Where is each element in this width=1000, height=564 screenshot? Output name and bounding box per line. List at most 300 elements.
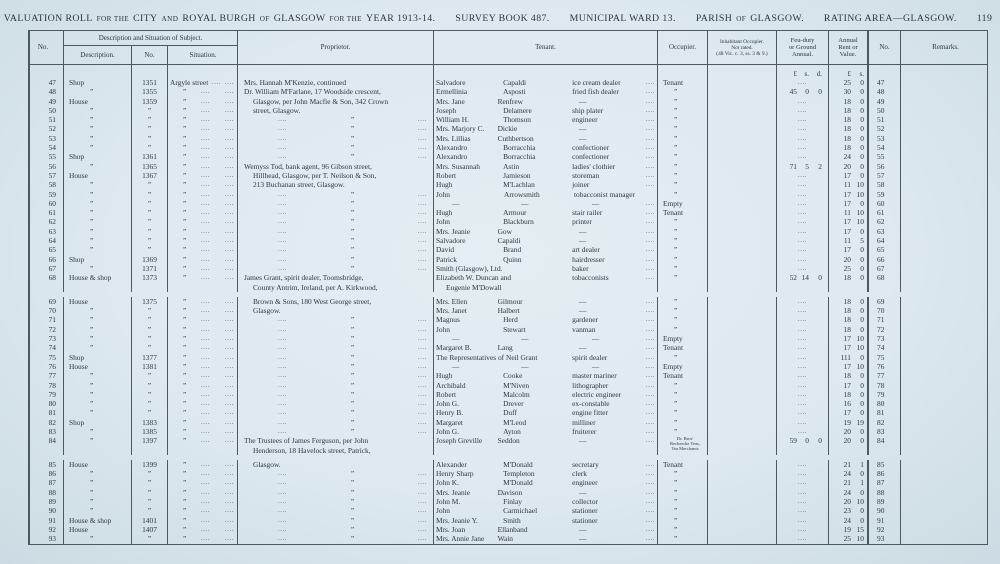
table-row — [30, 87, 987, 96]
cell-remarks — [901, 478, 990, 487]
leader-dots: .... — [200, 400, 211, 408]
table-row — [30, 478, 987, 487]
situation-text: ” — [183, 115, 187, 125]
situation-text: ” — [183, 315, 187, 325]
rent-amount — [829, 381, 867, 390]
rent-amount — [829, 124, 867, 133]
cell-row-number-left: 60 — [30, 199, 64, 208]
cell-inhabitant-occupier — [708, 334, 777, 343]
proprietor-ditto — [244, 134, 433, 143]
leader-dots: .... — [200, 134, 211, 142]
cell-description: ” — [64, 264, 132, 273]
leader-dots: .... — [278, 344, 288, 352]
rent-amount — [829, 115, 867, 124]
table-row — [30, 124, 987, 133]
cell-situation — [168, 199, 238, 208]
cell-proprietor — [238, 190, 434, 199]
tenant-surname: M'Leod — [503, 417, 527, 427]
cell-inhabitant-occupier — [708, 124, 777, 133]
leader-dots: .... — [417, 218, 427, 226]
cell-occupier — [658, 171, 708, 180]
tenant-occupation: spirit dealer — [572, 352, 608, 362]
situation-text: ” — [183, 96, 187, 106]
leader-dots: .... — [200, 390, 211, 398]
rent-amount — [829, 353, 867, 362]
table-row — [30, 381, 987, 390]
tenant-occupation: lithographer — [572, 380, 609, 390]
cell-description: ” — [64, 227, 132, 236]
leader-dots: .... — [224, 106, 234, 114]
leader-dots: .... — [417, 153, 427, 161]
cell-description: ” — [64, 436, 132, 455]
rent-pounds: 11 — [843, 236, 851, 246]
cell-remarks — [901, 408, 990, 417]
occupier-text: ” — [674, 315, 678, 325]
tenant-first-name: Alexander — [436, 459, 467, 469]
cell-street-number: ” — [132, 180, 168, 189]
tenant-surname: M'Donald — [503, 478, 533, 488]
cell-remarks — [901, 497, 990, 506]
cell-annual-rent — [829, 469, 869, 478]
cell-tenant — [434, 236, 658, 245]
cell-row-number-left: 62 — [30, 217, 64, 226]
occupier-text: Tenant — [663, 459, 684, 469]
leader-dots: .... — [645, 116, 655, 124]
cell-inhabitant-occupier — [708, 264, 777, 273]
leader-dots: .... — [224, 488, 234, 496]
cell-remarks — [901, 217, 990, 226]
proprietor-ditto — [244, 362, 433, 371]
tenant-name: Elizabeth W. Duncan and — [436, 273, 512, 283]
cell-feu-duty — [777, 236, 829, 245]
cell-situation — [168, 436, 238, 455]
situation-text: ” — [183, 133, 187, 143]
table-row — [30, 497, 987, 506]
situation-text: ” — [183, 245, 187, 255]
rent-pounds: 17 — [843, 334, 851, 344]
proprietor-ditto — [244, 399, 433, 408]
cell-description: ” — [64, 371, 132, 380]
cell-proprietor — [238, 418, 434, 427]
tenant-line — [434, 180, 657, 189]
situation-text: ” — [183, 361, 187, 371]
proprietor-ditto — [244, 381, 433, 390]
cell-street-number: 1383 — [132, 418, 168, 427]
leader-dots: .... — [224, 507, 234, 515]
rent-shillings: 0 — [860, 226, 864, 236]
cell-description: ” — [64, 245, 132, 254]
feu-units: £ s. d. — [777, 65, 829, 78]
feu-pence: 2 — [818, 161, 822, 171]
col-header-feu-duty: Feu-duty or Ground Annual. — [777, 31, 829, 64]
cell-street-number: ” — [132, 134, 168, 143]
occupier-text: Tenant — [663, 343, 684, 353]
tenant-surname: M'Donald — [503, 459, 533, 469]
cell-situation — [168, 152, 238, 161]
cell-row-number-right: 55 — [869, 152, 901, 161]
occupier-text: ” — [674, 236, 678, 246]
tenant-line — [434, 381, 657, 390]
cell-occupier — [658, 469, 708, 478]
cell-street-number: ” — [132, 334, 168, 343]
cell-row-number-left: 90 — [30, 506, 64, 515]
leader-dots: .... — [417, 390, 427, 398]
tenant-surname: Smith — [503, 515, 521, 525]
cell-remarks — [901, 227, 990, 236]
cell-tenant — [434, 208, 658, 217]
leader-dots: .... — [797, 246, 808, 254]
tenant-first-name: John — [436, 217, 450, 227]
cell-row-number-right: 61 — [869, 208, 901, 217]
leader-dots: .... — [417, 227, 427, 235]
tenant-line — [434, 190, 657, 199]
leader-dots: .... — [417, 427, 427, 435]
rent-amount — [829, 199, 867, 208]
feu-pounds: 52 — [789, 273, 797, 283]
leader-dots: .... — [417, 199, 427, 207]
leader-dots: .... — [200, 460, 211, 468]
cell-tenant — [434, 418, 658, 427]
rent-shillings: 1 — [860, 478, 864, 488]
cell-feu-duty — [777, 78, 829, 87]
occupier-text: ” — [674, 189, 678, 199]
leader-dots: .... — [645, 460, 655, 468]
tenant-occupation: collector — [572, 497, 598, 507]
cell-inhabitant-occupier — [708, 217, 777, 226]
occupier-text: ” — [674, 399, 678, 409]
cell-remarks — [901, 152, 990, 161]
proprietor-ditto — [244, 217, 433, 226]
tenant-occupation: confectioner — [572, 152, 610, 162]
leader-dots: .... — [278, 264, 288, 272]
tenant-first-name: John M. — [436, 497, 461, 507]
leader-dots: .... — [224, 372, 234, 380]
situation-text: ” — [183, 334, 187, 344]
cell-remarks — [901, 78, 990, 87]
leader-dots: .... — [417, 190, 427, 198]
tenant-surname: Dickie — [497, 124, 518, 134]
cell-remarks — [901, 208, 990, 217]
leader-dots: .... — [797, 353, 808, 361]
leader-dots: .... — [278, 255, 288, 263]
tenant-line — [434, 115, 657, 124]
cell-situation — [168, 306, 238, 315]
rent-amount — [829, 264, 867, 273]
table-row — [30, 255, 987, 264]
cell-situation — [168, 115, 238, 124]
rent-shillings: 10 — [856, 180, 864, 190]
tenant-line — [434, 408, 657, 417]
rent-pounds: 25 — [843, 78, 851, 87]
rent-shillings: 0 — [860, 96, 864, 106]
cell-annual-rent — [829, 115, 869, 124]
rent-shillings: 10 — [856, 361, 864, 371]
ditto-mark: ” — [350, 417, 355, 427]
leader-dots: .... — [417, 516, 427, 524]
cell-remarks — [901, 134, 990, 143]
cell-tenant — [434, 264, 658, 273]
cell-inhabitant-occupier — [708, 497, 777, 506]
occupier-text: ” — [674, 306, 678, 316]
ditto-mark: ” — [350, 515, 355, 525]
cell-tenant — [434, 306, 658, 315]
leader-dots: .... — [224, 190, 234, 198]
cell-occupier — [658, 418, 708, 427]
occupier-text: ” — [674, 263, 678, 273]
rent-shillings: 0 — [860, 198, 864, 208]
tenant-surname: Davison — [497, 487, 523, 497]
occupier-text: Empty — [663, 361, 683, 371]
proprietor-ditto — [244, 408, 433, 417]
cell-feu-duty — [777, 525, 829, 534]
tenant-occupation: joiner — [572, 180, 590, 190]
cell-annual-rent — [829, 418, 869, 427]
cell-feu-duty — [777, 408, 829, 417]
proprietor-ditto — [244, 371, 433, 380]
cell-street-number: ” — [132, 371, 168, 380]
cell-street-number: 1369 — [132, 255, 168, 264]
tenant-first-name: Archibald — [436, 380, 466, 390]
tenant-surname: Thomson — [503, 115, 531, 125]
tenant-line — [434, 478, 657, 487]
rent-amount — [829, 97, 867, 106]
proprietor-ditto — [244, 124, 433, 133]
leader-dots: .... — [645, 409, 655, 417]
tenant-surname: Finlay — [503, 497, 522, 507]
cell-row-number-left: 63 — [30, 227, 64, 236]
leader-dots: .... — [224, 335, 234, 343]
col-header-situation: Situation. — [189, 51, 217, 59]
table-row — [30, 97, 987, 106]
leader-dots: .... — [200, 209, 211, 217]
cell-proprietor — [238, 325, 434, 334]
cell-annual-rent — [829, 343, 869, 352]
cell-row-number-left: 59 — [30, 190, 64, 199]
leader-dots: .... — [278, 427, 288, 435]
tenant-line — [434, 264, 657, 273]
leader-dots: .... — [200, 344, 211, 352]
tenant-first-name: John G. — [436, 426, 459, 436]
leader-dots: .... — [224, 344, 234, 352]
rent-shillings: 0 — [860, 408, 864, 418]
cell-annual-rent — [829, 460, 869, 469]
cell-inhabitant-occupier — [708, 315, 777, 324]
cell-description: ” — [64, 106, 132, 115]
cell-inhabitant-occupier — [708, 516, 777, 525]
rent-pounds: 17 — [843, 217, 851, 227]
cell-feu-duty — [777, 353, 829, 362]
cell-street-number: 1367 — [132, 171, 168, 180]
cell-situation — [168, 236, 238, 245]
cell-description: ” — [64, 325, 132, 334]
leader-dots: .... — [645, 297, 655, 305]
cell-description: Shop — [64, 255, 132, 264]
feu-pounds: 45 — [789, 87, 797, 97]
cell-feu-duty — [777, 87, 829, 96]
ditto-mark: ” — [350, 524, 355, 534]
leader-dots: .... — [417, 134, 427, 142]
table-row — [30, 106, 987, 115]
occupier-text: ” — [674, 161, 678, 171]
leader-dots: .... — [224, 479, 234, 487]
leader-dots: .... — [224, 390, 234, 398]
cell-situation — [168, 488, 238, 497]
cell-situation — [168, 343, 238, 352]
tenant-surname: — — [521, 361, 529, 371]
tenant-surname: Lang — [497, 343, 513, 353]
cell-tenant — [434, 488, 658, 497]
cell-inhabitant-occupier — [708, 115, 777, 124]
situation-text: ” — [183, 152, 187, 162]
leader-dots: .... — [797, 97, 808, 105]
leader-dots: .... — [224, 409, 234, 417]
ditto-mark: ” — [350, 389, 355, 399]
cell-tenant — [434, 525, 658, 534]
cell-inhabitant-occupier — [708, 506, 777, 515]
table-row — [30, 525, 987, 534]
cell-remarks — [901, 315, 990, 324]
cell-street-number: ” — [132, 106, 168, 115]
ditto-mark: ” — [350, 426, 355, 436]
tenant-occupation: vanman — [572, 324, 596, 334]
tenant-line — [434, 390, 657, 399]
cell-situation — [168, 371, 238, 380]
situation-text: ” — [183, 408, 187, 418]
cell-situation — [168, 390, 238, 399]
title-segment: YEAR 1913-14. — [365, 13, 436, 24]
occupier-text: ” — [674, 417, 678, 427]
rent-pounds: 17 — [843, 170, 851, 180]
leader-dots: .... — [417, 498, 427, 506]
leader-dots: .... — [645, 162, 655, 170]
cell-proprietor — [238, 315, 434, 324]
rent-pounds: 25 — [843, 534, 851, 544]
leader-dots: .... — [224, 162, 234, 170]
tenant-surname: Capaldi — [503, 78, 527, 87]
cell-tenant — [434, 315, 658, 324]
cell-proprietor — [238, 97, 434, 106]
cell-proprietor — [238, 516, 434, 525]
cell-row-number-left: 50 — [30, 106, 64, 115]
cell-occupier — [658, 371, 708, 380]
rent-pounds: 18 — [843, 124, 851, 134]
rent-amount — [829, 399, 867, 408]
cell-remarks — [901, 124, 990, 133]
proprietor-text: County Antrim, Ireland, per A. Kirkwood, — [253, 282, 378, 292]
cell-street-number: ” — [132, 227, 168, 236]
occupier-text: ” — [674, 408, 678, 418]
cell-row-number-right: 59 — [869, 190, 901, 199]
tenant-first-name: Salvadore — [436, 236, 466, 246]
situation-text: ” — [183, 306, 187, 316]
cell-description: ” — [64, 427, 132, 436]
cell-street-number: 1381 — [132, 362, 168, 371]
table-row — [30, 134, 987, 143]
rent-pounds: 18 — [843, 389, 851, 399]
rent-amount — [829, 469, 867, 478]
leader-dots: .... — [278, 498, 288, 506]
cell-row-number-right: 47 — [869, 78, 901, 87]
cell-street-number: ” — [132, 343, 168, 352]
cell-tenant — [434, 516, 658, 525]
ditto-mark: ” — [350, 133, 355, 143]
tenant-occupation: — — [591, 361, 600, 371]
cell-occupier — [658, 236, 708, 245]
cell-annual-rent — [829, 227, 869, 236]
tenant-occupation: fruiterer — [572, 426, 597, 436]
situation-text: ” — [183, 380, 187, 390]
cell-annual-rent — [829, 534, 869, 543]
rent-shillings: 0 — [860, 487, 864, 497]
rent-amount — [829, 315, 867, 324]
cell-occupier — [658, 488, 708, 497]
cell-tenant — [434, 408, 658, 417]
rent-amount — [829, 436, 867, 445]
cell-annual-rent — [829, 306, 869, 315]
cell-inhabitant-occupier — [708, 525, 777, 534]
leader-dots: .... — [417, 488, 427, 496]
rent-amount — [829, 255, 867, 264]
cell-row-number-right: 62 — [869, 217, 901, 226]
cell-remarks — [901, 362, 990, 371]
cell-proprietor — [238, 171, 434, 180]
proprietor-ditto — [244, 255, 433, 264]
col-header-inhabitant-occupier: Inhabitant Occupier. Not rated. (48 Vic. c. 3, ss. 3 & 9.) — [708, 31, 777, 64]
table-row — [30, 399, 987, 408]
leader-dots: .... — [645, 353, 655, 361]
leader-dots: .... — [645, 390, 655, 398]
cell-description: House — [64, 97, 132, 106]
proprietor-text: Henderson, 18 Havelock street, Patrick, — [253, 445, 371, 455]
cell-feu-duty — [777, 497, 829, 506]
rent-shillings: 0 — [860, 306, 864, 316]
situation-text: ” — [183, 478, 187, 488]
cell-occupier — [658, 436, 708, 455]
cell-occupier — [658, 399, 708, 408]
cell-proprietor — [238, 427, 434, 436]
tenant-first-name: William H. — [436, 115, 469, 125]
cell-situation — [168, 87, 238, 96]
table-row — [30, 362, 987, 371]
proprietor-text: The Trustees of James Ferguson, per John — [244, 436, 369, 446]
cell-remarks — [901, 418, 990, 427]
cell-row-number-right: 71 — [869, 315, 901, 324]
situation-text: ” — [183, 524, 187, 534]
cell-description: ” — [64, 315, 132, 324]
tenant-first-name: Mrs. Jeanie Y. — [436, 515, 478, 525]
cell-proprietor — [238, 134, 434, 143]
tenant-surname: Jamieson — [503, 170, 531, 180]
ditto-mark: ” — [350, 399, 355, 409]
leader-dots: .... — [224, 125, 234, 133]
cell-remarks — [901, 87, 990, 96]
cell-feu-duty — [777, 273, 829, 292]
tenant-occupation: gardener — [572, 315, 598, 325]
table-row — [30, 534, 987, 543]
leader-dots: .... — [200, 88, 211, 96]
cell-remarks — [901, 399, 990, 408]
leader-dots: .... — [645, 134, 655, 142]
cell-inhabitant-occupier — [708, 353, 777, 362]
leader-dots: .... — [224, 237, 234, 245]
tenant-occupation: — — [578, 524, 587, 534]
cell-row-number-right: 57 — [869, 171, 901, 180]
cell-proprietor — [238, 143, 434, 152]
tenant-surname: Armour — [503, 208, 527, 218]
cell-proprietor — [238, 306, 434, 315]
tenant-occupation: art dealer — [572, 245, 600, 255]
cell-street-number: ” — [132, 497, 168, 506]
